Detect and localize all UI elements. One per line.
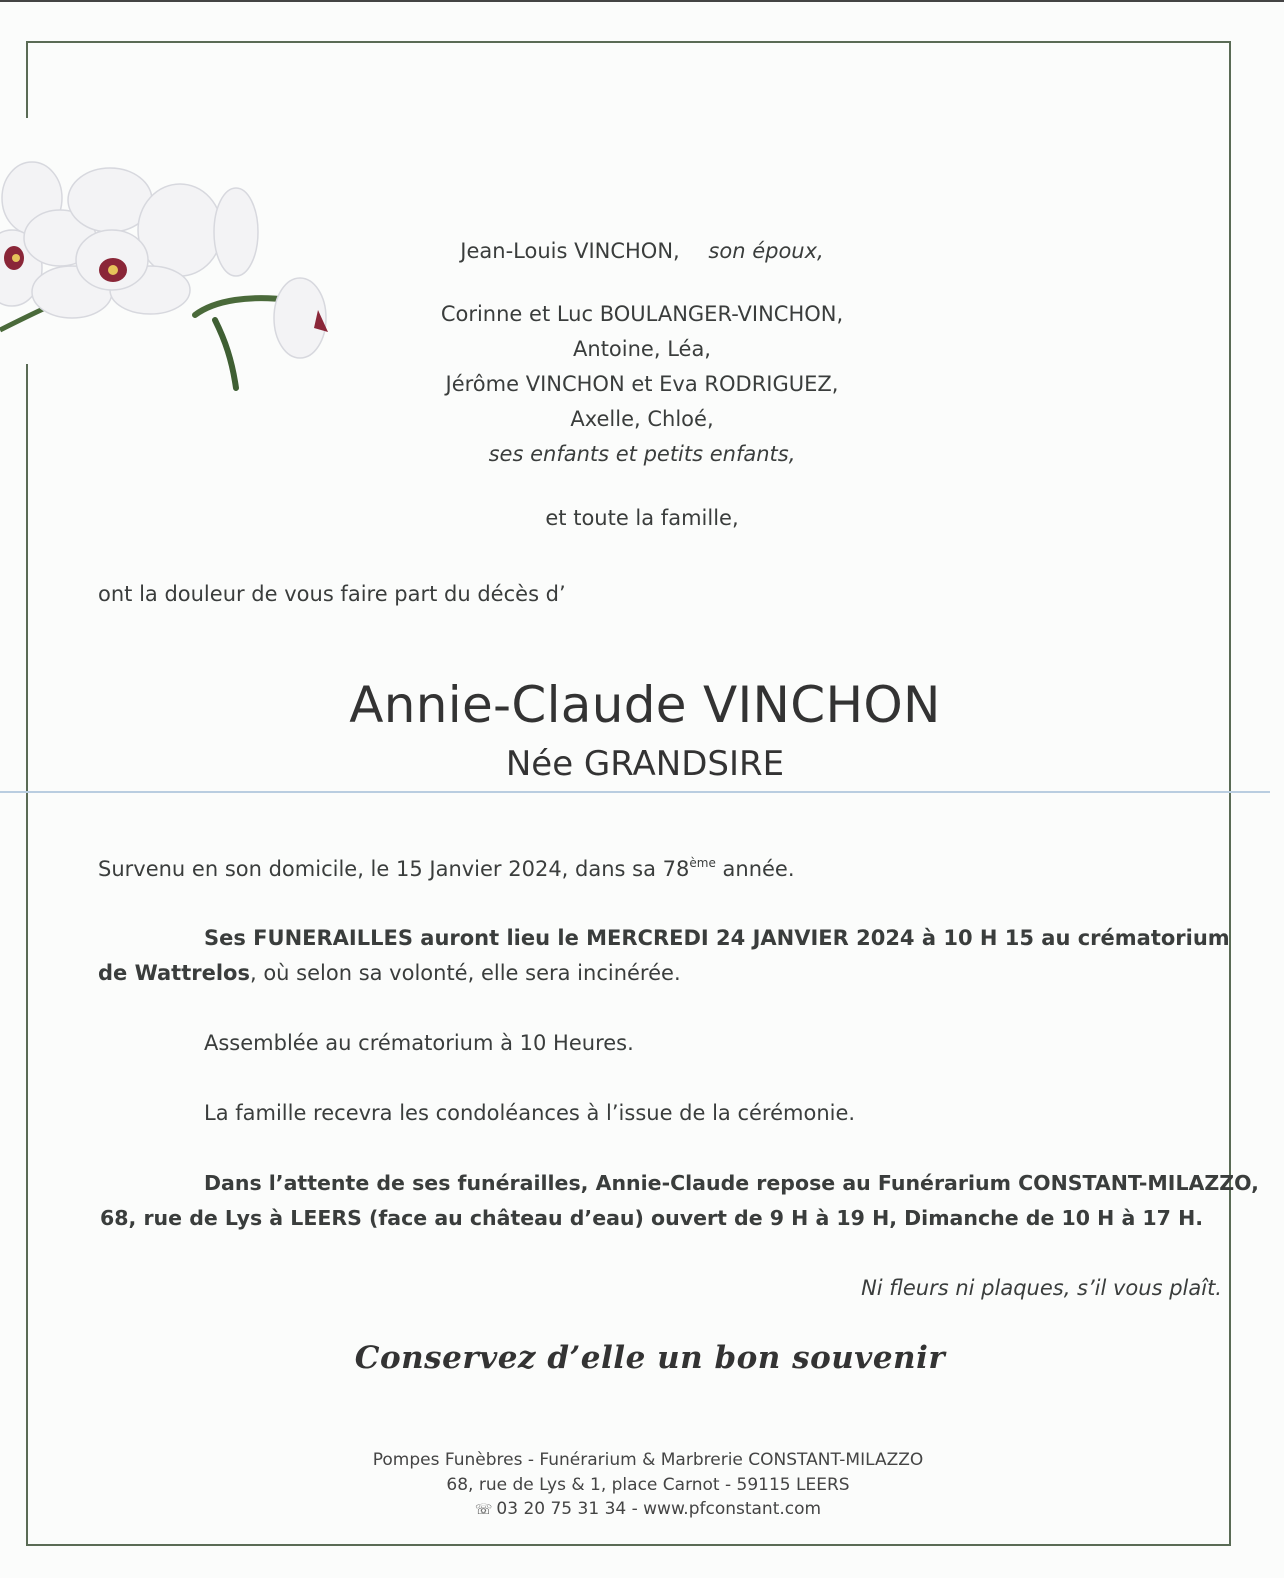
- footer-phone: 03 20 75 31 34 - www.pfconstant.com: [496, 1499, 822, 1519]
- children-line-1: Corinne et Luc BOULANGER-VINCHON,: [440, 302, 844, 326]
- funeral-place: de Wattrelos: [98, 961, 250, 985]
- announcement-text: ont la douleur de vous faire part du décès d’: [98, 582, 566, 606]
- children-line-4: Axelle, Chloé,: [570, 407, 714, 431]
- death-text-post: année.: [715, 857, 795, 881]
- funeral-line-1: Ses FUNERAILLES auront lieu le MERCREDI 24 JANVIER 2024 à 10 H 15 au crématorium: [204, 926, 1230, 950]
- assembly-text: Assemblée au crématorium à 10 Heures.: [204, 1031, 634, 1055]
- children-line-3: Jérôme VINCHON et Eva RODRIGUEZ,: [445, 372, 839, 396]
- footer-address: 68, rue de Lys & 1, place Carnot - 59115 LEERS: [446, 1475, 850, 1495]
- orchid-flower-image: [0, 150, 360, 400]
- funeral-line-2: [98, 961, 681, 985]
- closing-script: Conservez d’elle un bon souvenir: [354, 1340, 946, 1376]
- children-line-2: Antoine, Léa,: [573, 337, 711, 361]
- no-flowers-text: Ni fleurs ni plaques, s’il vous plaît.: [861, 1276, 1222, 1300]
- funeral-line-2-rest: , où selon sa volonté, elle sera incinérée.: [249, 961, 681, 985]
- phone-icon: ☏: [474, 1502, 493, 1518]
- death-details: [98, 856, 795, 881]
- age-superscript: ème: [689, 856, 716, 870]
- fold-line: [0, 791, 1270, 793]
- rest-line-1: Dans l’attente de ses funérailles, Annie-Claude repose au Funérarium CONSTANT-MILAZZO,: [204, 1171, 1259, 1195]
- footer-company: Pompes Funèbres - Funérarium & Marbrerie CONSTANT-MILAZZO: [372, 1450, 924, 1470]
- rest-line-2: 68, rue de Lys à LEERS (face au château d’eau) ouvert de 9 H à 19 H, Dimanche de 10 H à 17 H.: [100, 1206, 1204, 1230]
- family-line: et toute la famille,: [545, 506, 739, 530]
- deceased-name: Annie-Claude VINCHON: [349, 676, 941, 734]
- footer-phone-line: [0, 1499, 1284, 1519]
- top-edge-line: [0, 0, 1284, 2]
- death-text-pre: Survenu en son domicile, le 15 Janvier 2024, dans sa 78: [98, 857, 690, 881]
- children-role: ses enfants et petits enfants,: [488, 442, 796, 466]
- maiden-name: Née GRANDSIRE: [505, 744, 785, 784]
- spouse-line: [0, 239, 1284, 263]
- condolences-text: La famille recevra les condoléances à l’issue de la cérémonie.: [204, 1101, 856, 1125]
- spouse-role: son époux,: [708, 239, 824, 263]
- spouse-name: Jean-Louis VINCHON,: [460, 239, 680, 263]
